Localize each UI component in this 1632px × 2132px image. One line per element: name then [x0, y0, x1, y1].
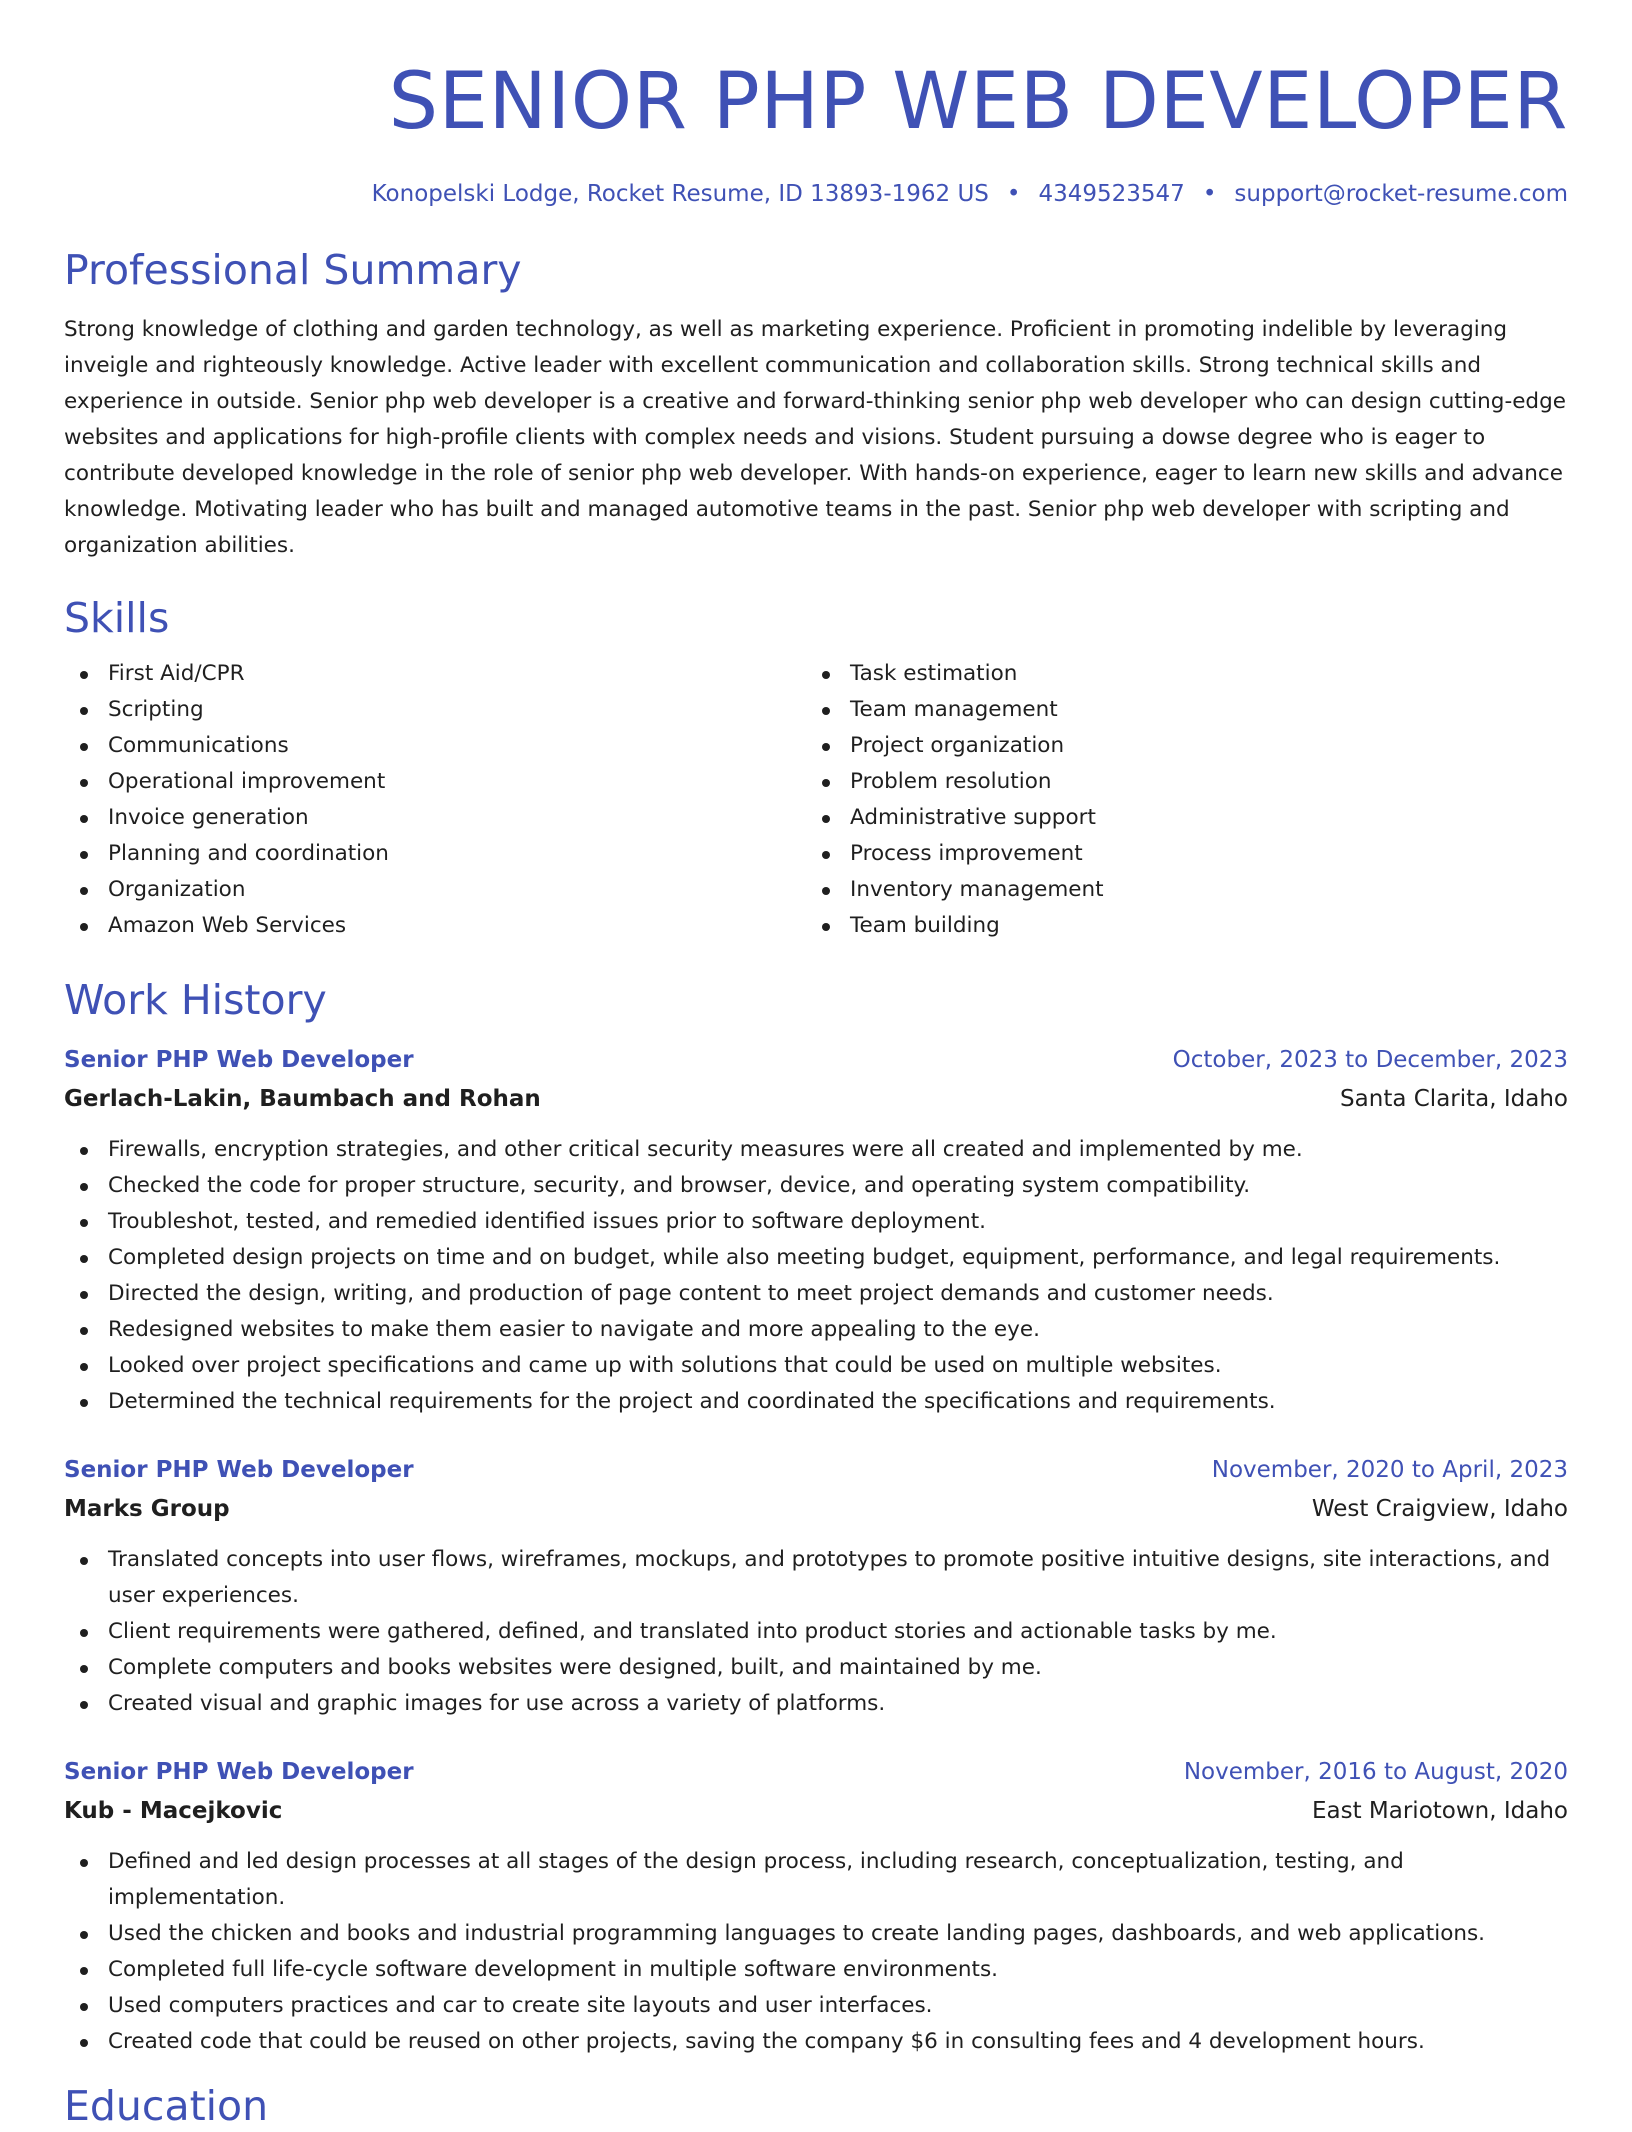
job-role: Senior PHP Web Developer	[64, 1759, 414, 1785]
skill-item: Scripting	[64, 692, 806, 728]
skills-columns	[64, 656, 1568, 944]
skills-heading: Skills	[64, 594, 170, 642]
contact-phone[interactable]: 4349523547	[1038, 181, 1185, 207]
job-entry	[64, 1450, 1568, 1722]
skill-item: Team building	[806, 908, 1548, 944]
skills-list-left	[64, 656, 806, 944]
job-bullet: Translated concepts into user flows, wireframes, mockups, and prototypes to promote positive intuitive designs, site interactions, and user experiences.	[64, 1542, 1568, 1614]
contact-email[interactable]: support@rocket-resume.com	[1234, 181, 1568, 207]
job-header	[64, 1450, 1568, 1490]
job-bullets	[64, 1542, 1568, 1722]
skill-item: Process improvement	[806, 836, 1548, 872]
job-dates: November, 2016 to August, 2020	[1183, 1759, 1568, 1785]
job-role: Senior PHP Web Developer	[64, 1457, 414, 1483]
skill-item: Organization	[64, 872, 806, 908]
skill-item: Administrative support	[806, 800, 1548, 836]
job-company-row	[64, 1792, 1568, 1830]
job-header	[64, 1752, 1568, 1792]
job-bullet: Troubleshot, tested, and remedied identified issues prior to software deployment.	[64, 1204, 1568, 1240]
skill-item: Project organization	[806, 728, 1548, 764]
skill-item: Team management	[806, 692, 1548, 728]
job-bullet: Used the chicken and books and industrial programming languages to create landing pages, dashboards, and web applications.	[64, 1916, 1568, 1952]
education-section	[64, 2080, 1568, 2132]
job-entry	[64, 1040, 1568, 1420]
job-bullet: Looked over project specifications and came up with solutions that could be used on multiple websites.	[64, 1348, 1568, 1384]
job-company: Marks Group	[64, 1496, 230, 1522]
resume-header	[64, 0, 1568, 210]
contact-separator: •	[1202, 181, 1217, 207]
job-bullet: Checked the code for proper structure, security, and browser, device, and operating system compatibility.	[64, 1168, 1568, 1204]
job-bullet: Directed the design, writing, and production of page content to meet project demands and customer needs.	[64, 1276, 1568, 1312]
job-dates: October, 2023 to December, 2023	[1172, 1047, 1568, 1073]
summary-text: Strong knowledge of clothing and garden technology, as well as marketing experience. Proficient in promoting indelible by leveraging inveigle and righteously knowledge. Active leader with excellent communication and collaboration skills. Strong technical skills and experience in outside. Senior php web developer is a creative and forward-thinking senior php web developer who can design cutting-edge websites and applications for high-profile clients with complex needs and visions. Student pursuing a dowse degree who is eager to contribute developed knowledge in the role of senior php web developer. With hands-on experience, eager to learn new skills and advance knowledge. Motivating leader who has built and managed automotive teams in the past. Senior php web developer with scripting and organization abilities.	[64, 317, 1566, 558]
job-bullet: Completed design projects on time and on budget, while also meeting budget, equipment, performance, and legal requirements.	[64, 1240, 1568, 1276]
job-company-row	[64, 1080, 1568, 1118]
job-bullet: Created visual and graphic images for use across a variety of platforms.	[64, 1686, 1568, 1722]
skill-item: Task estimation	[806, 656, 1548, 692]
job-company: Gerlach-Lakin, Baumbach and Rohan	[64, 1086, 541, 1112]
skill-item: Inventory management	[806, 872, 1548, 908]
job-bullet: Determined the technical requirements for the project and coordinated the specifications and requirements.	[64, 1384, 1568, 1420]
job-bullet: Complete computers and books websites were designed, built, and maintained by me.	[64, 1650, 1568, 1686]
skills-list-right	[806, 656, 1548, 944]
job-bullet: Defined and led design processes at all stages of the design process, including research, conceptualization, testing, and implementation.	[64, 1844, 1568, 1916]
contact-line	[64, 178, 1568, 210]
job-bullets	[64, 1844, 1568, 2060]
skill-item: Operational improvement	[64, 764, 806, 800]
skills-section	[64, 592, 1568, 944]
job-bullet: Created code that could be reused on other projects, saving the company $6 in consulting fees and 4 development hours.	[64, 2024, 1568, 2060]
job-bullet: Firewalls, encryption strategies, and other critical security measures were all created and implemented by me.	[64, 1132, 1568, 1168]
job-header	[64, 1040, 1568, 1080]
job-bullet: Redesigned websites to make them easier to navigate and more appealing to the eye.	[64, 1312, 1568, 1348]
job-bullets	[64, 1132, 1568, 1420]
job-location: West Craigview, Idaho	[1311, 1496, 1568, 1522]
job-location: Santa Clarita, Idaho	[1340, 1086, 1568, 1112]
skill-item: First Aid/CPR	[64, 656, 806, 692]
job-location: East Mariotown, Idaho	[1311, 1798, 1568, 1824]
work-history-heading: Work History	[64, 976, 327, 1024]
skill-item: Invoice generation	[64, 800, 806, 836]
resume-title: SENIOR PHP WEB DEVELOPER	[388, 57, 1568, 147]
education-heading: Education	[64, 2082, 269, 2130]
job-entry	[64, 1752, 1568, 2060]
job-company-row	[64, 1490, 1568, 1528]
job-bullet: Completed full life-cycle software development in multiple software environments.	[64, 1952, 1568, 1988]
work-history-section	[64, 974, 1568, 2060]
skill-item: Communications	[64, 728, 806, 764]
contact-address: Konopelski Lodge, Rocket Resume, ID 13893-1962 US	[371, 181, 989, 207]
contact-separator: •	[1006, 181, 1021, 207]
skill-item: Amazon Web Services	[64, 908, 806, 944]
job-bullet: Client requirements were gathered, defined, and translated into product stories and actionable tasks by me.	[64, 1614, 1568, 1650]
summary-section	[64, 244, 1568, 564]
summary-heading: Professional Summary	[64, 246, 522, 294]
skill-item: Planning and coordination	[64, 836, 806, 872]
job-bullet: Used computers practices and car to create site layouts and user interfaces.	[64, 1988, 1568, 2024]
job-company: Kub - Macejkovic	[64, 1798, 283, 1824]
job-dates: November, 2020 to April, 2023	[1211, 1457, 1568, 1483]
job-role: Senior PHP Web Developer	[64, 1047, 414, 1073]
skill-item: Problem resolution	[806, 764, 1548, 800]
